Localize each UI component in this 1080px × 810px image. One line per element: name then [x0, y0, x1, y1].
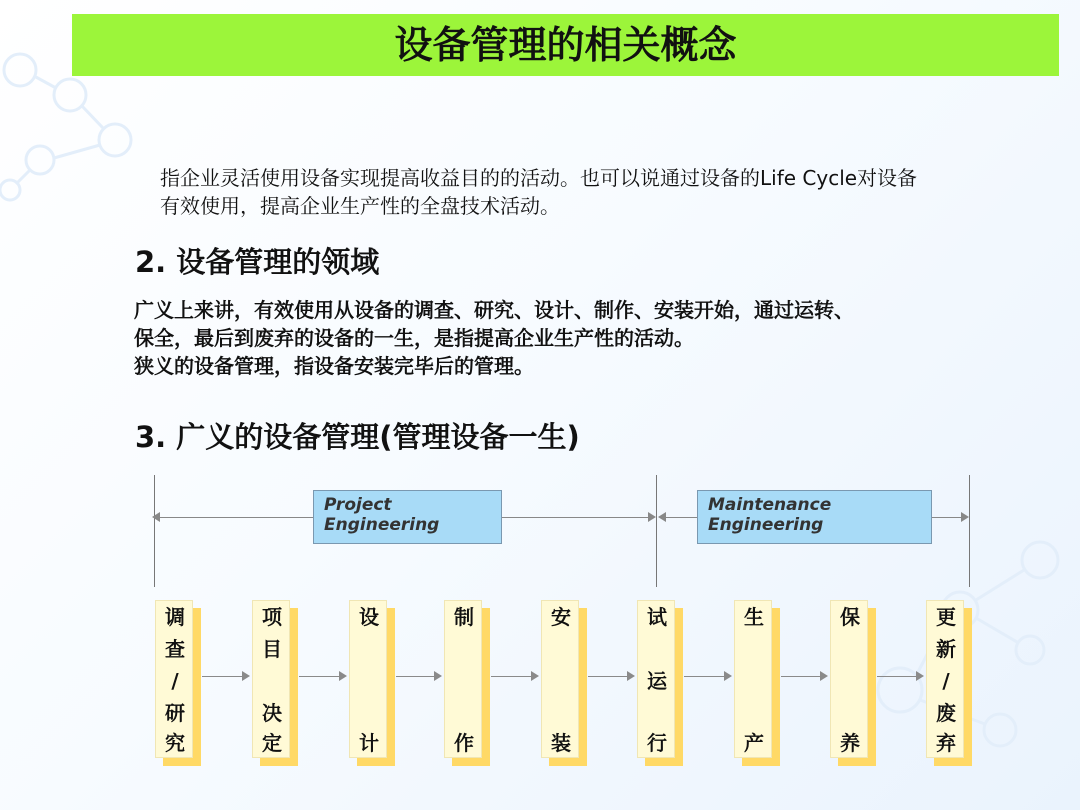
flow-arrow-head [339, 671, 347, 681]
step-label-char: 计 [359, 731, 379, 755]
page-title: 设备管理的相关概念 [394, 23, 737, 67]
step-label-char: 生 [744, 605, 764, 629]
section-2-heading: 2. 设备管理的领域 [135, 245, 380, 279]
step-box [349, 600, 387, 758]
step-label-char: 定 [262, 731, 282, 755]
step-box [252, 600, 290, 758]
step-label-char: 行 [647, 731, 667, 755]
step-label-char: 作 [454, 731, 474, 755]
step-box [830, 600, 868, 758]
step-label-char: 产 [744, 731, 764, 755]
section-2-line-1: 广义上来讲，有效使用从设备的调查、研究、设计、制作、安装开始，通过运转、 [134, 298, 854, 322]
lifecycle-step [252, 600, 290, 758]
flow-arrow-head [724, 671, 732, 681]
flow-arrow-line [588, 676, 628, 677]
title-banner [72, 14, 1059, 76]
phase-label-line-1: Maintenance [708, 495, 832, 515]
step-label-char: 养 [840, 731, 860, 755]
step-label-char: 决 [262, 701, 282, 725]
span-arrow-right [648, 512, 656, 522]
step-label-char: 设 [359, 605, 379, 629]
lifecycle-step [734, 600, 772, 758]
flow-arrow-head [242, 671, 250, 681]
step-box [155, 600, 193, 758]
section-2-body [134, 296, 1034, 380]
lifecycle-step [637, 600, 675, 758]
step-label-char: 保 [840, 605, 860, 629]
step-box [926, 600, 964, 758]
step-label-char: 装 [551, 731, 571, 755]
step-label-char: / [171, 669, 179, 693]
step-label-char: 安 [551, 605, 571, 629]
flow-arrow-line [396, 676, 435, 677]
flow-arrow-line [202, 676, 243, 677]
flow-arrow-line [877, 676, 917, 677]
span-arrow-right [961, 512, 969, 522]
step-box [637, 600, 675, 758]
span-arrow-left [152, 512, 160, 522]
step-label-char: 更 [936, 605, 956, 629]
step-label-char: 项 [262, 605, 282, 629]
step-label-char: 运 [647, 669, 667, 693]
flow-arrow-line [299, 676, 340, 677]
flow-arrow-line [781, 676, 821, 677]
definition-line-1: 指企业灵活使用设备实现提高收益目的的活动。也可以说通过设备的Life Cycle对设备 [160, 166, 918, 190]
lifecycle-step [926, 600, 964, 758]
step-box [444, 600, 482, 758]
lifecycle-step [541, 600, 579, 758]
step-label-char: 调 [165, 605, 185, 629]
step-label-char: 目 [262, 637, 282, 661]
span-line [160, 517, 314, 518]
step-label-char: 废 [936, 701, 956, 725]
flow-arrow-head [627, 671, 635, 681]
flow-arrow-head [820, 671, 828, 681]
span-line [502, 517, 648, 518]
boundary-line-left [154, 475, 155, 587]
flow-arrow-head [531, 671, 539, 681]
boundary-line-right [969, 475, 970, 587]
step-label-char: 制 [454, 605, 474, 629]
flow-arrow-head [916, 671, 924, 681]
span-arrow-left [658, 512, 666, 522]
phase-label-line-1: Project [324, 495, 392, 515]
step-label-char: 查 [165, 637, 185, 661]
phase-maintenance-engineering [697, 490, 932, 544]
lifecycle-step [830, 600, 868, 758]
step-label-char: 究 [165, 731, 185, 755]
span-line [932, 517, 961, 518]
step-label-char: 弃 [936, 731, 956, 755]
section-3-heading: 3. 广义的设备管理(管理设备一生) [135, 420, 580, 454]
span-line [664, 517, 697, 518]
lifecycle-step [155, 600, 193, 758]
lifecycle-step [444, 600, 482, 758]
lifecycle-step [349, 600, 387, 758]
flow-arrow-head [434, 671, 442, 681]
step-box [734, 600, 772, 758]
flow-arrow-line [491, 676, 532, 677]
section-2-line-3: 狭义的设备管理，指设备安装完毕后的管理。 [134, 354, 534, 378]
definition-line-2: 有效使用，提高企业生产性的全盘技术活动。 [160, 194, 560, 218]
flow-arrow-line [684, 676, 725, 677]
step-label-char: / [942, 669, 950, 693]
step-label-char: 试 [647, 605, 667, 629]
definition-text [160, 164, 1040, 220]
boundary-line-middle [656, 475, 657, 587]
step-label-char: 新 [936, 637, 956, 661]
step-label-char: 研 [165, 701, 185, 725]
phase-label-line-2: Engineering [708, 515, 824, 535]
step-box [541, 600, 579, 758]
section-2-line-2: 保全，最后到废弃的设备的一生，是指提高企业生产性的活动。 [134, 326, 694, 350]
phase-label-line-2: Engineering [324, 515, 440, 535]
phase-project-engineering [313, 490, 502, 544]
